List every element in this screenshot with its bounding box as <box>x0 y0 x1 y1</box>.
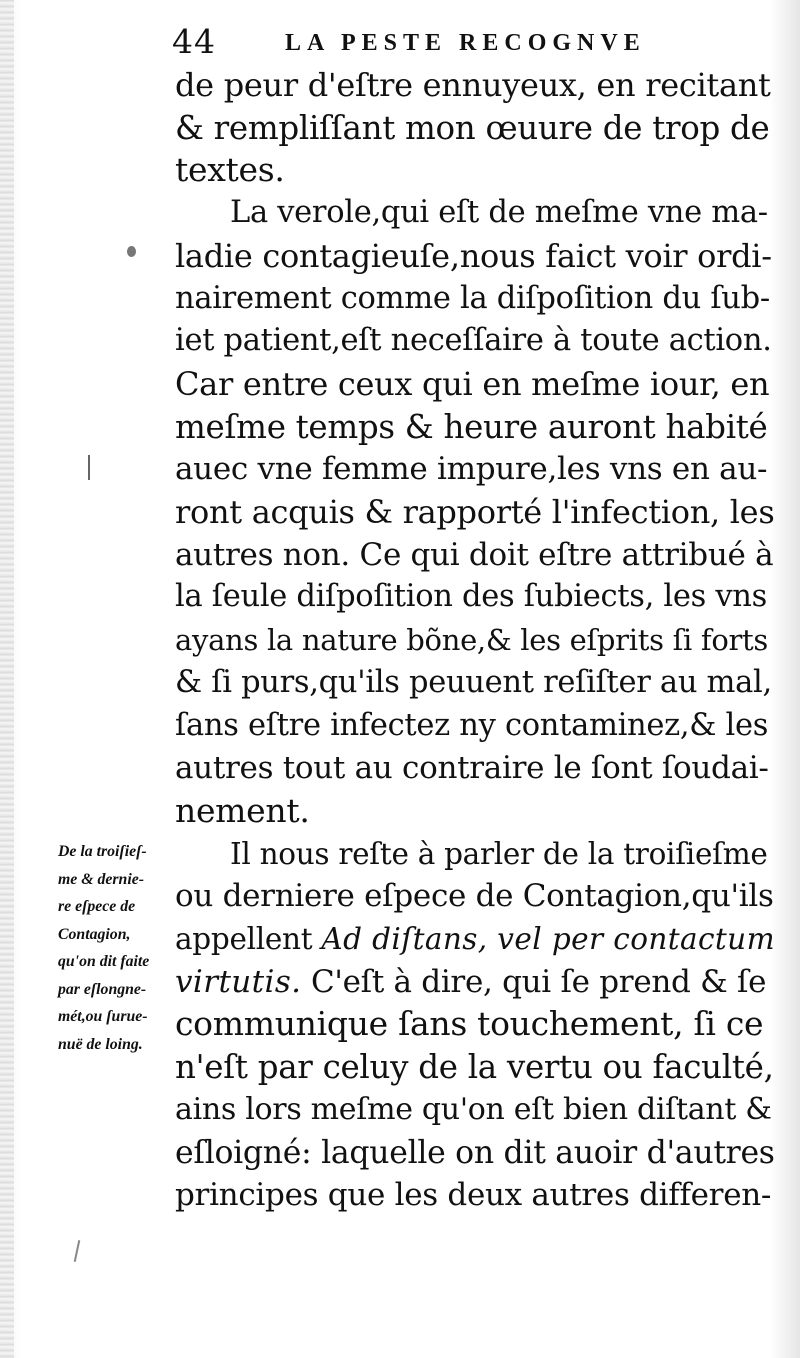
text-line: auec vne femme impure,les vns en au- <box>175 451 768 488</box>
page-gutter-edge <box>0 0 14 1358</box>
stray-ink-mark <box>88 455 90 480</box>
marginal-line: qu'on dit faite <box>58 953 150 970</box>
text-line: Car entre ceux qui en meſme iour, en <box>175 364 770 403</box>
text-line: de peur d'eſtre ennuyeux, en recitant <box>175 66 771 104</box>
marginal-note <box>58 838 198 1058</box>
body-text <box>175 64 775 1217</box>
stray-ink-mark <box>74 1240 81 1262</box>
marginal-line: me & dernie- <box>58 870 144 888</box>
text-line: nement. <box>175 790 310 830</box>
text-line: nairement comme la diſpoſition du ſub- <box>175 280 770 316</box>
text-line: ladie contagieuſe,nous faict voir ordi- <box>175 236 772 275</box>
latin-phrase: Ad diſtans, vel per contactum <box>321 922 775 957</box>
text-line-latin <box>175 918 775 961</box>
text-line: ou derniere eſpece de Contagion,qu'ils <box>175 878 774 915</box>
marginal-line: De la troiſieſ- <box>58 843 147 860</box>
text-line: textes. <box>175 150 285 190</box>
text-line-latin <box>175 961 775 1004</box>
text-line: n'eſt par celuy de la vertu ou faculté, <box>175 1048 774 1087</box>
text-line: autres tout au contraire le ſont ſoudai- <box>175 750 769 787</box>
text-line: ſans eſtre infectez ny contaminez,& les <box>175 707 769 743</box>
running-title: LA PESTE RECOGNVE <box>285 30 646 56</box>
marginal-line: nuë de loing. <box>58 1035 143 1053</box>
marginal-line: mét,ou ſurue- <box>58 1008 148 1025</box>
page-header <box>172 22 772 62</box>
marginal-line: Contagion, <box>58 925 131 943</box>
text-line: autres non. Ce qui doit eſtre attribué à <box>175 536 774 573</box>
text-line: communique ſans touchement, ſi ce <box>175 1004 764 1044</box>
marginal-line: re eſpece de <box>58 898 136 915</box>
text-line: iet patient,eſt neceſſaire à toute action. <box>175 323 772 359</box>
text-line: ains lors meſme qu'on eſt bien diſtant & <box>175 1091 772 1127</box>
text-line: meſme temps & heure auront habité <box>175 407 768 446</box>
text-line: eſloigné: laquelle on dit auoir d'autres <box>175 1134 775 1171</box>
text-line: & ſi purs,qu'ils peuuent reſiſter au mal, <box>175 664 772 700</box>
text-span: C'eſt à dire, qui ſe prend & ſe <box>301 963 767 1000</box>
text-line: Il nous reſte à parler de la troiſieſme <box>230 836 768 871</box>
text-line: la ſeule diſpoſition des ſubiects, les vns <box>175 579 767 615</box>
text-line: ront acquis & rapporté l'infection, les <box>175 493 775 532</box>
text-line: ayans la nature bõne,& les eſprits ſi forts <box>175 623 768 658</box>
ink-dot-mark <box>127 246 136 257</box>
marginal-line: par eſlongne- <box>58 980 147 998</box>
text-line: La verole,qui eſt de meſme vne ma- <box>230 195 768 231</box>
text-line: principes que les deux autres differen- <box>175 1177 772 1214</box>
page-number: 44 <box>172 22 216 61</box>
text-line: & rempliſſant mon œuure de trop de <box>175 108 770 147</box>
text-span: appellent <box>175 922 322 957</box>
latin-phrase: virtutis. <box>175 963 302 1000</box>
